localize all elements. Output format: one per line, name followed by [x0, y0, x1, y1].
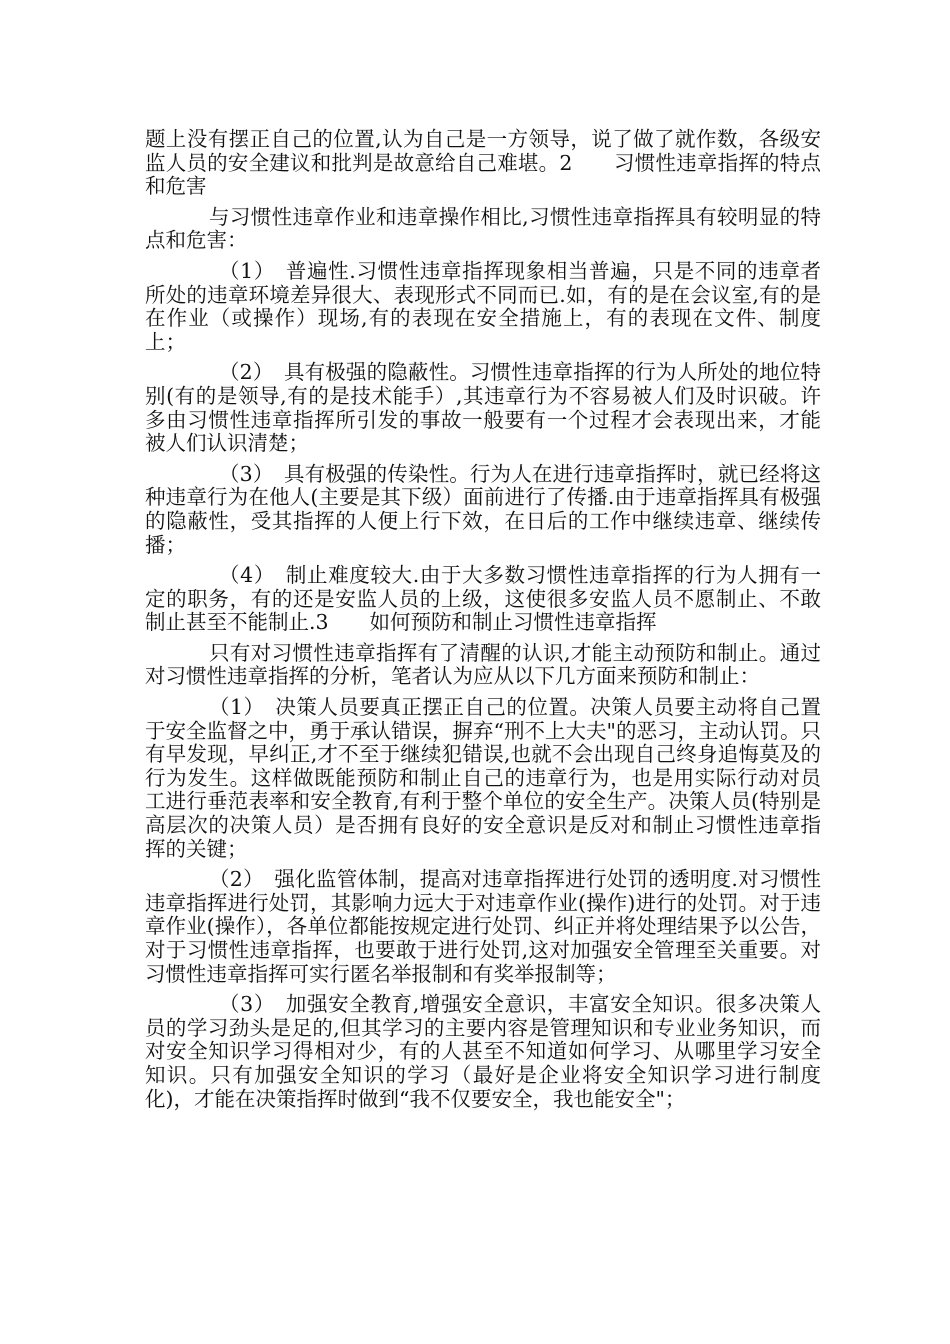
paragraph-item-4-difficulty: （4） 制止难度较大.由于大多数习惯性违章指挥的行为人拥有一定的职务，有的还是安监人员的上级，这使很多安监人员不愿制止、不敢制止甚至不能制止.3 如何预防和制止习惯性违章指挥 [145, 563, 821, 635]
paragraph-item-2-concealment: （2） 具有极强的隐蔽性。习惯性违章指挥的行为人所处的地位特别(有的是领导,有的是技术能手）,其违章行为不容易被人们及时识破。许多由习惯性违章指挥所引发的事故一般要有一个过程才会表现出来，才能被人们认识清楚； [145, 360, 821, 456]
document-body [145, 128, 821, 1111]
paragraph-item-1-universality: （1） 普遍性.习惯性违章指挥现象相当普遍，只是不同的违章者所处的违章环境差异很大、表现形式不同而已.如，有的是在会议室,有的是在作业（或操作）现场,有的表现在安全措施上，有的表现在文件、制度上； [145, 258, 821, 354]
paragraph-section2-intro: 与习惯性违章作业和违章操作相比,习惯性违章指挥具有较明显的特点和危害： [145, 204, 821, 253]
paragraph-section3-intro: 只有对习惯性违章指挥有了清醒的认识,才能主动预防和制止。通过对习惯性违章指挥的分析，笔者认为应从以下几方面来预防和制止： [145, 640, 821, 689]
paragraph-measure-2: （2） 强化监管体制，提高对违章指挥进行处罚的透明度.对习惯性违章指挥进行处罚，其影响力远大于对违章作业(操作)进行的处罚。对于违章作业(操作），各单位都能按规定进行处罚、纠正并将处理结果予以公告，对于习惯性违章指挥，也要敢于进行处罚,这对加强安全管理至关重要。对习惯性违章指挥可实行匿名举报制和有奖举报制等； [145, 867, 821, 986]
paragraph-item-3-contagion: （3） 具有极强的传染性。行为人在进行违章指挥时，就已经将这种违章行为在他人(主要是其下级）面前进行了传播.由于违章指挥具有极强的隐蔽性，受其指挥的人便上行下效，在日后的工作中继续违章、继续传播； [145, 461, 821, 557]
paragraph-measure-1: （1） 决策人员要真正摆正自己的位置。决策人员要主动将自己置于安全监督之中，勇于承认错误，摒弃“刑不上大夫"的恶习，主动认罚。只有早发现，早纠正,才不至于继续犯错误,也就不会出现自己终身追悔莫及的行为发生。这样做既能预防和制止自己的违章行为，也是用实际行动对员工进行垂范表率和安全教育,有利于整个单位的安全生产。决策人员(特别是高层次的决策人员）是否拥有良好的安全意识是反对和制止习惯性违章指挥的关键； [145, 695, 821, 861]
paragraph-measure-3: （3） 加强安全教育,增强安全意识，丰富安全知识。很多决策人员的学习劲头是足的,但其学习的主要内容是管理知识和专业业务知识，而对安全知识学习得相对少，有的人甚至不知道如何学习、从哪里学习安全知识。只有加强安全知识的学习（最好是企业将安全知识学习进行制度化)，才能在决策指挥时做到“我不仅要安全，我也能安全"； [145, 992, 821, 1111]
paragraph-continued-intro: 题上没有摆正自己的位置,认为自己是一方领导，说了做了就作数，各级安监人员的安全建议和批判是故意给自己难堪。2 习惯性违章指挥的特点和危害 [145, 127, 821, 199]
